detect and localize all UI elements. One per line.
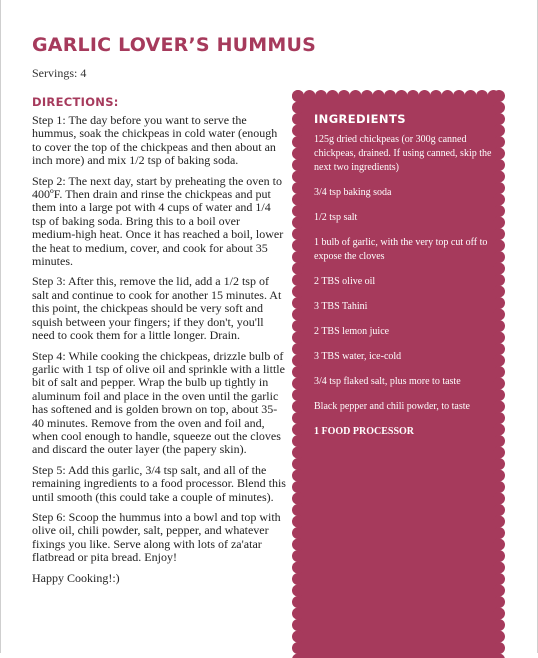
scallop-bump: [493, 171, 505, 183]
scallop-bump: [292, 159, 304, 171]
scallop-bump: [292, 642, 304, 654]
scallop-bump: [384, 90, 396, 102]
ingredient-item: Black pepper and chili powder, to taste: [314, 400, 492, 414]
scallop-bump: [493, 228, 505, 240]
scallop-bump: [292, 217, 304, 229]
scallop-bump: [493, 516, 505, 528]
ingredients-content: [314, 112, 492, 450]
scallop-bump: [493, 136, 505, 148]
ingredient-item: 3/4 tsp baking soda: [314, 186, 492, 200]
scallop-bump: [292, 550, 304, 562]
scallop-bump: [292, 401, 304, 413]
recipe-title: GARLIC LOVER’S HUMMUS: [32, 34, 316, 56]
scallop-bump: [493, 401, 505, 413]
scallop-bump: [493, 608, 505, 620]
scallop-bump: [493, 642, 505, 654]
scallop-bump: [361, 90, 373, 102]
scallop-bump: [407, 90, 419, 102]
scallop-bump: [493, 493, 505, 505]
scallop-bump: [292, 424, 304, 436]
scallop-bump: [292, 389, 304, 401]
direction-step-2: Step 2: The next day, start by preheating the oven to 400ºF. Then drain and rinse the chickpeas and put them into a large pot with 4 cups of water and 1/4 tsp of baking soda. Bring this to a boil over medium-high heat. Once it has reached a boil, lower the heat to medium, cover, and cook for about 35 minutes.: [32, 175, 286, 269]
directions-list: [32, 114, 286, 585]
scallop-bump: [493, 481, 505, 493]
scallop-bump: [493, 470, 505, 482]
scallop-bump: [292, 481, 304, 493]
ingredient-item: 2 TBS lemon juice: [314, 325, 492, 339]
scallop-bump: [493, 424, 505, 436]
scallop-bump: [292, 343, 304, 355]
scallop-bump: [292, 182, 304, 194]
direction-step-3: Step 3: After this, remove the lid, add a 1/2 tsp of salt and continue to cook for another 15 minutes. At this point, the chickpeas should be very soft and squish between your fingers; if they don't, you'll need to cook them for a little longer. Drain.: [32, 275, 286, 342]
scallop-bump: [292, 435, 304, 447]
scallop-bump: [493, 297, 505, 309]
scallop-bump: [493, 527, 505, 539]
scallop-bump: [292, 113, 304, 125]
ingredient-item: 3 TBS water, ice-cold: [314, 350, 492, 364]
scallop-bump: [327, 90, 339, 102]
scallop-bump: [292, 470, 304, 482]
scallop-bump: [493, 159, 505, 171]
scallop-bump: [292, 240, 304, 252]
direction-step-5: Step 5: Add this garlic, 3/4 tsp salt, and all of the remaining ingredients to a food processor. Blend this until smooth (this could take a couple of minutes).: [32, 464, 286, 504]
scallop-bump: [453, 90, 465, 102]
scallop-bump: [493, 539, 505, 551]
scallop-bump: [338, 90, 350, 102]
servings-text: Servings: 4: [32, 66, 86, 81]
scallop-bump: [292, 320, 304, 332]
scallop-bump: [292, 194, 304, 206]
scallop-bump: [292, 516, 304, 528]
scallop-bump: [493, 113, 505, 125]
direction-step-1: Step 1: The day before you want to serve the hummus, soak the chickpeas in cold water (enough to cover the top of the chickpeas and then about an inch more) and mix 1/2 tsp of baking soda.: [32, 114, 286, 168]
scallop-bump: [493, 125, 505, 137]
scallop-bump: [465, 90, 477, 102]
scallop-bump: [493, 194, 505, 206]
ingredient-item: 3 TBS Tahini: [314, 300, 492, 314]
scallop-bump: [493, 205, 505, 217]
scallop-bump: [493, 217, 505, 229]
scallop-bump: [292, 596, 304, 608]
scallop-bump: [493, 435, 505, 447]
scallop-bump: [493, 182, 505, 194]
scallop-bump: [292, 366, 304, 378]
scallop-bump: [493, 550, 505, 562]
scallop-bump: [493, 596, 505, 608]
scallop-bump: [493, 366, 505, 378]
scallop-bump: [292, 562, 304, 574]
scallop-bump: [292, 412, 304, 424]
scallop-bump: [493, 332, 505, 344]
scallop-bump: [292, 90, 304, 102]
scallop-bump: [292, 447, 304, 459]
ingredient-item: 3/4 tsp flaked salt, plus more to taste: [314, 375, 492, 389]
scallop-bump: [493, 309, 505, 321]
scallop-bump: [292, 631, 304, 643]
ingredient-item: 125g dried chickpeas (or 300g canned chickpeas, drained. If using canned, skip the next two ingredients): [314, 133, 492, 175]
scallop-bump: [493, 504, 505, 516]
scallop-bump: [292, 608, 304, 620]
scallop-bump: [493, 389, 505, 401]
ingredient-item: 1 bulb of garlic, with the very top cut off to expose the cloves: [314, 236, 492, 264]
scallop-bump: [396, 90, 408, 102]
scallop-bump: [292, 458, 304, 470]
scallop-bump: [292, 619, 304, 631]
scallop-bump: [292, 125, 304, 137]
scallop-bump: [493, 263, 505, 275]
scallop-bump: [419, 90, 431, 102]
scallop-bump: [292, 136, 304, 148]
directions-heading: DIRECTIONS:: [32, 95, 119, 109]
scallop-bump: [292, 148, 304, 160]
scallop-bump: [292, 573, 304, 585]
ingredient-item: 1/2 tsp salt: [314, 211, 492, 225]
scallop-bump: [292, 274, 304, 286]
scallop-bump: [493, 251, 505, 263]
scallop-bump: [442, 90, 454, 102]
scallop-bump: [493, 355, 505, 367]
scallop-bump: [292, 263, 304, 275]
ingredient-item: 1 FOOD PROCESSOR: [314, 425, 492, 439]
closing-text: Happy Cooking!:): [32, 572, 286, 585]
scallop-bump: [493, 274, 505, 286]
scallop-bump: [493, 378, 505, 390]
scallop-bump: [476, 90, 488, 102]
scallop-bump: [493, 240, 505, 252]
ingredients-card: [292, 90, 505, 658]
scallop-bump: [493, 562, 505, 574]
scallop-bump: [493, 320, 505, 332]
direction-step-4: Step 4: While cooking the chickpeas, drizzle bulb of garlic with 1 tsp of olive oil and sprinkle with a little bit of salt and pepper. Wrap the bulb up tightly in aluminum foil and place in the oven until the garlic has softened and is golden brown on top, about 35-40 minutes. Remove from the oven and foil and, when cool enough to handle, squeeze out the cloves and discard the outer layer (the papery skin).: [32, 350, 286, 457]
scallop-bump: [315, 90, 327, 102]
scallop-bump: [292, 228, 304, 240]
direction-step-6: Step 6: Scoop the hummus into a bowl and top with olive oil, chili powder, salt, pepper, and whatever fixings you like. Serve along with lots of za'atar flatbread or pita bread. Enjoy!: [32, 511, 286, 565]
scallop-bump: [493, 412, 505, 424]
scallop-bump: [292, 102, 304, 114]
ingredients-heading: INGREDIENTS: [314, 112, 492, 126]
scallop-bump: [493, 458, 505, 470]
scallop-bump: [493, 619, 505, 631]
scallop-bump: [493, 585, 505, 597]
page-edge-left: [0, 0, 1, 653]
scallop-bump: [430, 90, 442, 102]
scallop-bump: [292, 493, 304, 505]
scallop-bump: [493, 447, 505, 459]
scallop-bump: [292, 527, 304, 539]
scallop-bump: [292, 378, 304, 390]
scallop-bump: [292, 286, 304, 298]
scallop-bump: [493, 102, 505, 114]
scallop-bump: [292, 297, 304, 309]
ingredient-item: 2 TBS olive oil: [314, 275, 492, 289]
scallop-bump: [292, 539, 304, 551]
scallop-bump: [292, 585, 304, 597]
scallop-bump: [350, 90, 362, 102]
scallop-bump: [493, 148, 505, 160]
scallop-bump: [292, 355, 304, 367]
scallop-bump: [292, 251, 304, 263]
scallop-bump: [304, 90, 316, 102]
scallop-bump: [292, 332, 304, 344]
scallop-bump: [493, 90, 505, 102]
scallop-bump: [493, 631, 505, 643]
scallop-bump: [292, 309, 304, 321]
scallop-bump: [373, 90, 385, 102]
scallop-bump: [292, 205, 304, 217]
scallop-bump: [493, 343, 505, 355]
scallop-bump: [292, 171, 304, 183]
scallop-bump: [493, 573, 505, 585]
scallop-bump: [292, 504, 304, 516]
scallop-bump: [493, 286, 505, 298]
